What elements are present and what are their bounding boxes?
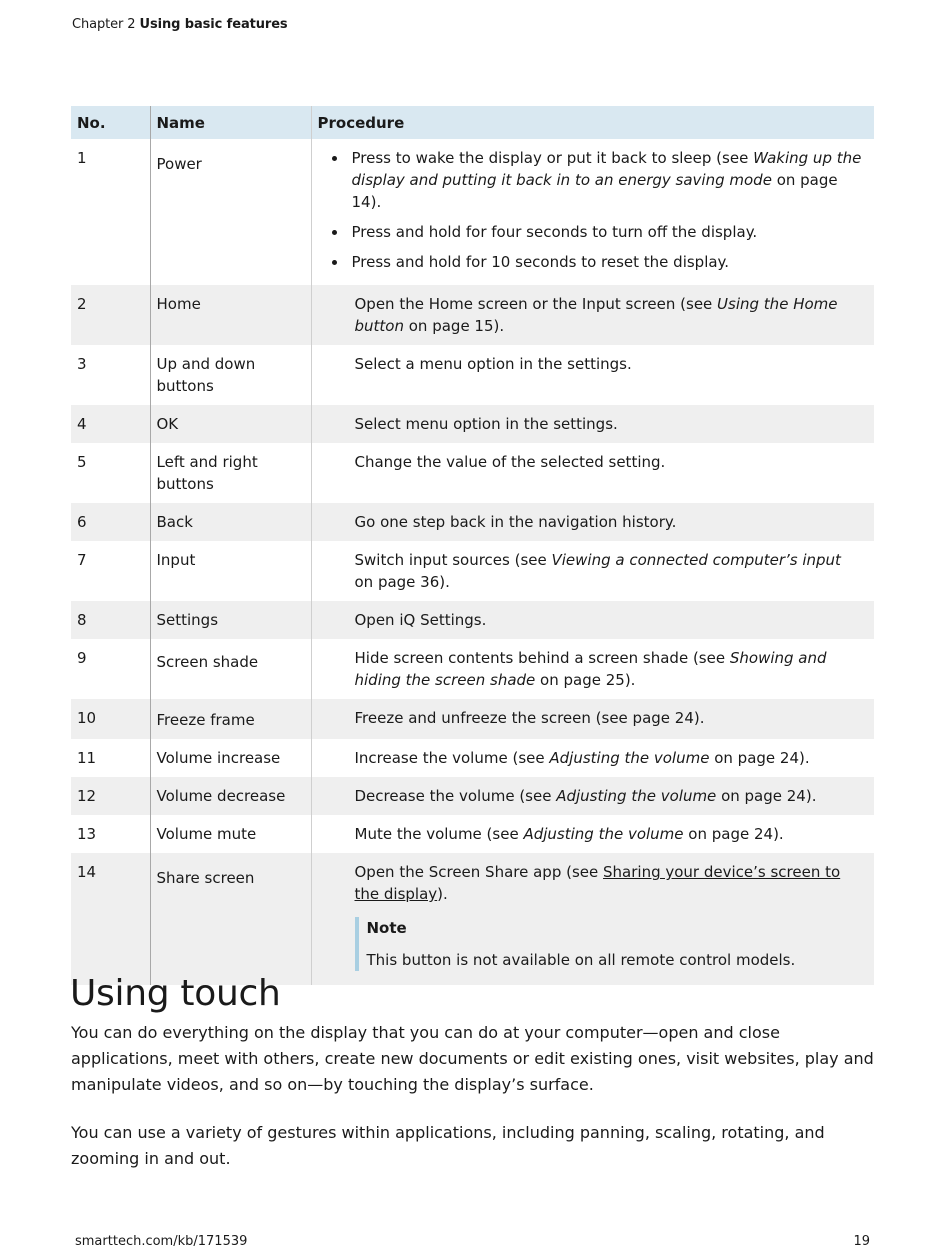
row-procedure	[311, 541, 874, 601]
row-procedure: Select menu option in the settings.	[311, 405, 874, 443]
row-name: Back	[150, 503, 311, 541]
row-number: 12	[71, 777, 150, 815]
row-name: Home	[150, 285, 311, 345]
xref-italic: Showing and hiding the screen shade	[354, 649, 827, 689]
running-header	[72, 17, 288, 32]
table-row	[71, 853, 874, 985]
text: Decrease the volume (see	[354, 787, 557, 805]
row-name: OK	[150, 405, 311, 443]
xref-italic: Using the Home button	[354, 295, 838, 335]
table-row	[71, 815, 874, 853]
row-number: 4	[71, 405, 150, 443]
table-row	[71, 405, 874, 443]
table-row	[71, 541, 874, 601]
xref-italic: Adjusting the volume	[549, 749, 710, 767]
xref-italic: Waking up the display and putting it back in to an energy saving mode	[351, 149, 862, 189]
row-name: Input	[150, 541, 311, 601]
row-name: Up and down buttons	[150, 345, 311, 405]
text: Switch input sources (see	[354, 551, 552, 569]
section-heading: Using touch	[70, 973, 281, 1014]
row-procedure	[311, 739, 874, 777]
body-paragraph: You can do everything on the display that you can do at your computer—open and close applications, meet with others, create new documents or edit existing ones, visit websites, play and manipulate videos, and so on—by touching the display’s surface.	[71, 1023, 874, 1094]
list-item: • Press and hold for four seconds to turn off the display.	[348, 221, 871, 243]
table-row	[71, 777, 874, 815]
row-number: 13	[71, 815, 150, 853]
table-header-row	[71, 106, 874, 139]
row-procedure	[311, 139, 874, 285]
row-procedure: Freeze and unfreeze the screen (see page 24).	[311, 699, 874, 739]
text: on page 25).	[535, 671, 636, 689]
text: Increase the volume (see	[354, 749, 550, 767]
share-screen-link[interactable]: Sharing your device’s screen to the display	[354, 863, 841, 903]
table-row	[71, 601, 874, 639]
row-number: 7	[71, 541, 150, 601]
row-name-text: Screen shade	[156, 653, 259, 671]
row-number: 9	[71, 639, 150, 699]
text: Hide screen contents behind a screen shade (see	[354, 649, 730, 667]
row-name-text: Share screen	[156, 869, 255, 887]
row-number: 11	[71, 739, 150, 777]
table-row	[71, 285, 874, 345]
text: on page 24).	[709, 749, 810, 767]
row-name: Settings	[150, 601, 311, 639]
row-name: Volume mute	[150, 815, 311, 853]
header-procedure: Procedure	[311, 106, 874, 139]
text: on page 15).	[403, 317, 505, 335]
row-name-text: Power	[156, 155, 202, 173]
body-paragraph: You can use a variety of gestures within applications, including panning, scaling, rotating, and zooming in and out.	[71, 1123, 825, 1168]
header-name: Name	[150, 106, 311, 139]
text: ).	[437, 885, 448, 903]
row-number: 1	[71, 139, 150, 285]
chapter-label: Chapter 2	[72, 17, 136, 32]
row-name-text: Freeze frame	[156, 711, 255, 729]
text: on page 24).	[683, 825, 784, 843]
row-number: 8	[71, 601, 150, 639]
table-row	[71, 739, 874, 777]
chapter-title: Using basic features	[139, 17, 288, 32]
row-number: 3	[71, 345, 150, 405]
text: Mute the volume (see	[354, 825, 524, 843]
row-procedure: Go one step back in the navigation history.	[311, 503, 874, 541]
table-row	[71, 503, 874, 541]
row-procedure: Select a menu option in the settings.	[354, 355, 632, 373]
row-number: 14	[71, 853, 150, 985]
row-procedure	[311, 853, 874, 985]
page-number: 19	[853, 1234, 870, 1249]
table-row	[71, 139, 874, 285]
row-procedure: Change the value of the selected setting.	[354, 453, 666, 471]
text: on page 24).	[716, 787, 817, 805]
text: Open the Home screen or the Input screen (see	[354, 295, 718, 313]
text: on page 36).	[354, 573, 450, 591]
row-number: 2	[71, 285, 150, 345]
row-name	[150, 699, 311, 739]
row-procedure	[311, 285, 874, 345]
row-number: 6	[71, 503, 150, 541]
row-procedure	[311, 815, 874, 853]
table-row	[71, 639, 874, 699]
row-name: Volume decrease	[150, 777, 311, 815]
row-name	[150, 853, 311, 985]
row-number: 5	[71, 443, 150, 503]
xref-italic: Adjusting the volume	[523, 825, 684, 843]
note-callout	[355, 917, 857, 971]
text: on page 14).	[351, 171, 838, 211]
procedure-text	[355, 861, 857, 905]
row-name: Left and right buttons	[150, 443, 311, 503]
table-row	[71, 443, 874, 503]
procedure-list	[332, 147, 871, 273]
xref-italic: Adjusting the volume	[556, 787, 717, 805]
row-name: Volume increase	[150, 739, 311, 777]
row-procedure: Open iQ Settings.	[311, 601, 874, 639]
row-procedure	[311, 777, 874, 815]
row-procedure	[311, 639, 874, 699]
row-number: 10	[71, 699, 150, 739]
text: Press to wake the display or put it back to sleep (see	[351, 149, 754, 167]
table-row	[71, 699, 874, 739]
xref-italic: Viewing a connected computer’s input	[551, 551, 841, 569]
table-row	[71, 345, 874, 405]
text: Open the Screen Share app (see	[354, 863, 604, 881]
note-title: Note	[366, 919, 407, 937]
row-name	[150, 139, 311, 285]
remote-buttons-table	[71, 106, 874, 985]
footer-url: smarttech.com/kb/171539	[75, 1234, 248, 1249]
list-item	[348, 147, 871, 213]
note-text: This button is not available on all remote control models.	[366, 951, 796, 969]
list-item: • Press and hold for 10 seconds to reset the display.	[348, 251, 871, 273]
header-no: No.	[71, 106, 150, 139]
row-name	[150, 639, 311, 699]
